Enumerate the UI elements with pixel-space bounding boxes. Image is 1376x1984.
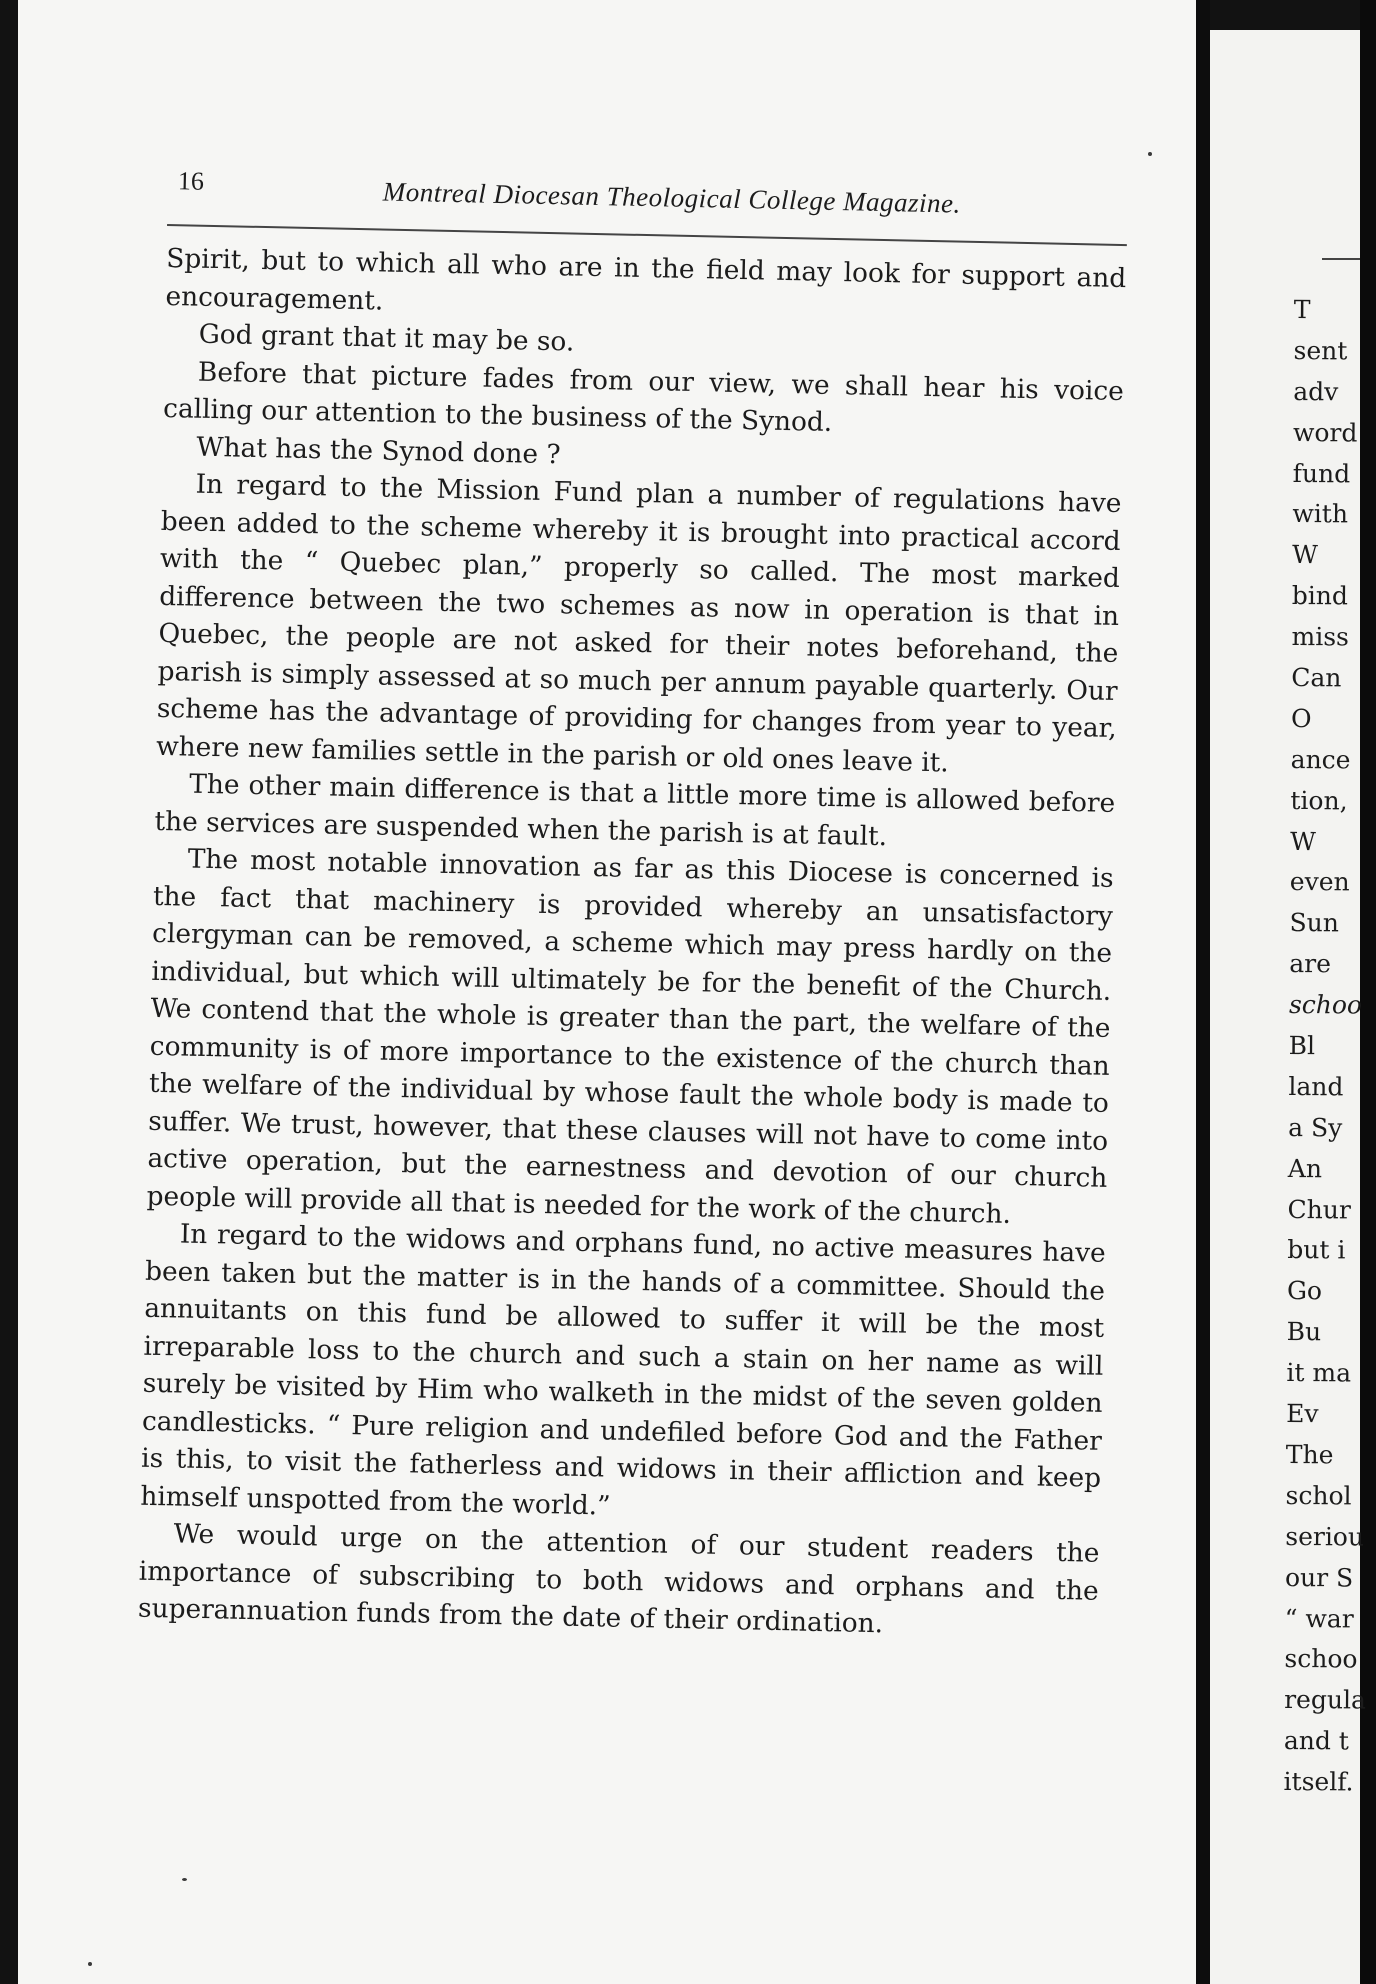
page-gutter [1196, 0, 1210, 1984]
scan-speck [88, 1962, 92, 1966]
facing-line: and t [1283, 1726, 1349, 1756]
facing-line: with [1292, 499, 1349, 529]
facing-line: land [1288, 1071, 1344, 1102]
facing-page-rule [1322, 258, 1360, 260]
facing-line: Can [1291, 663, 1342, 693]
paragraph: God grant that it may be so. [198, 318, 575, 358]
facing-line: ance [1290, 744, 1351, 775]
running-title: Montreal Diocesan Theological College Magazine. [382, 176, 962, 219]
paragraph: We would urge on the attention of our student readers the importance of subscribing to both widows and orphans and the superannuation funds from the date of their ordination. [137, 1518, 1100, 1640]
facing-line: O [1290, 703, 1312, 734]
facing-line: An [1287, 1153, 1323, 1183]
facing-page-text [1283, 290, 1367, 1803]
facing-line: fund [1292, 458, 1351, 488]
facing-line: are [1289, 949, 1332, 979]
facing-line: schoo [1288, 990, 1363, 1020]
facing-line: Chur [1287, 1194, 1351, 1225]
facing-line: The [1285, 1439, 1334, 1470]
paragraph: In regard to the Mission Fund plan a number of regulations have been added to the scheme whereby it is brought into practical accord with the “ Quebec plan,” properly so called. The most marked difference between the two schemes as now in operation is that in Quebec, the people are not asked for their notes beforehand, the parish is simply assessed at so much per annum payable quarterly. Our scheme has the advantage of providing for changes from year to year, where new families settle in the parish or old ones leave it. [155, 468, 1122, 778]
facing-line: itself. [1283, 1767, 1354, 1797]
facing-line: even [1289, 867, 1350, 897]
facing-line: sent [1293, 335, 1348, 366]
paragraph: What has the Synod done ? [196, 431, 561, 470]
facing-line: regula [1284, 1685, 1367, 1715]
left-page-content [137, 166, 1128, 1647]
facing-line: Bl [1288, 1031, 1316, 1061]
scan-speck [1148, 152, 1152, 156]
paragraph: Spirit, but to which all who are in the field may look for support and encouragement. [165, 242, 1127, 317]
facing-line: Sun [1289, 908, 1340, 938]
facing-line: Bu [1286, 1317, 1322, 1347]
paragraph: The most notable innovation as far as this Diocese is concerned is the fact that machinery is provided whereby an unsatisfactory clergyman can be removed, a scheme which may press hardly on the individual, but which will ultimately be for the benefit of the Church. We contend that the whole is greater than the part, the welfare of the community is of more importance to the existence of the church than the welfare of the individual by whose fault the whole body is made to suffer. We trust, however, that these clauses will not have to come into active operation, but the earnestness and devotion of our church people will provide all that is needed for the work of the church. [146, 843, 1114, 1230]
facing-line: “ war [1284, 1603, 1354, 1633]
scan-speck [182, 1878, 187, 1881]
facing-line: word [1292, 417, 1358, 448]
facing-line: tion, [1290, 785, 1348, 816]
facing-line: seriou [1285, 1521, 1365, 1552]
paragraph: In regard to the widows and orphans fund, no active measures have been taken but the matter is in the hands of a committee. Should the annuitants on this fund be allowed to suffer it will be the most irreparable loss to the church and such a stain on her name as will surely be visited by Him who walketh in the midst of the seven golden candlesticks. “ Pure religion and undefiled before God and the Father is this, to visit the fatherless and widows in their affliction and keep himself unspotted from the world.” [140, 1218, 1107, 1522]
facing-line: but i [1287, 1235, 1346, 1265]
paragraph: The other main difference is that a little more time is allowed before the services are suspended when the parish is at fault. [154, 768, 1116, 852]
facing-line: it ma [1286, 1358, 1352, 1388]
facing-line: T [1293, 294, 1311, 325]
facing-line: miss [1291, 622, 1350, 652]
facing-line: Ev [1286, 1399, 1319, 1429]
facing-line: Go [1286, 1276, 1323, 1306]
facing-line: schol [1285, 1480, 1352, 1511]
paragraph: Before that picture fades from our view, we shall hear his voice calling our attention to the business of the Synod. [162, 356, 1125, 438]
facing-line: W [1292, 540, 1318, 570]
facing-line: a Sy [1288, 1112, 1343, 1143]
facing-line: adv [1293, 376, 1339, 407]
article-body [138, 240, 1127, 1647]
facing-line: W [1290, 826, 1316, 856]
facing-line: bind [1291, 581, 1349, 611]
page-number: 16 [177, 166, 205, 196]
facing-line: schoo [1284, 1644, 1358, 1674]
facing-line: our S [1284, 1562, 1354, 1593]
